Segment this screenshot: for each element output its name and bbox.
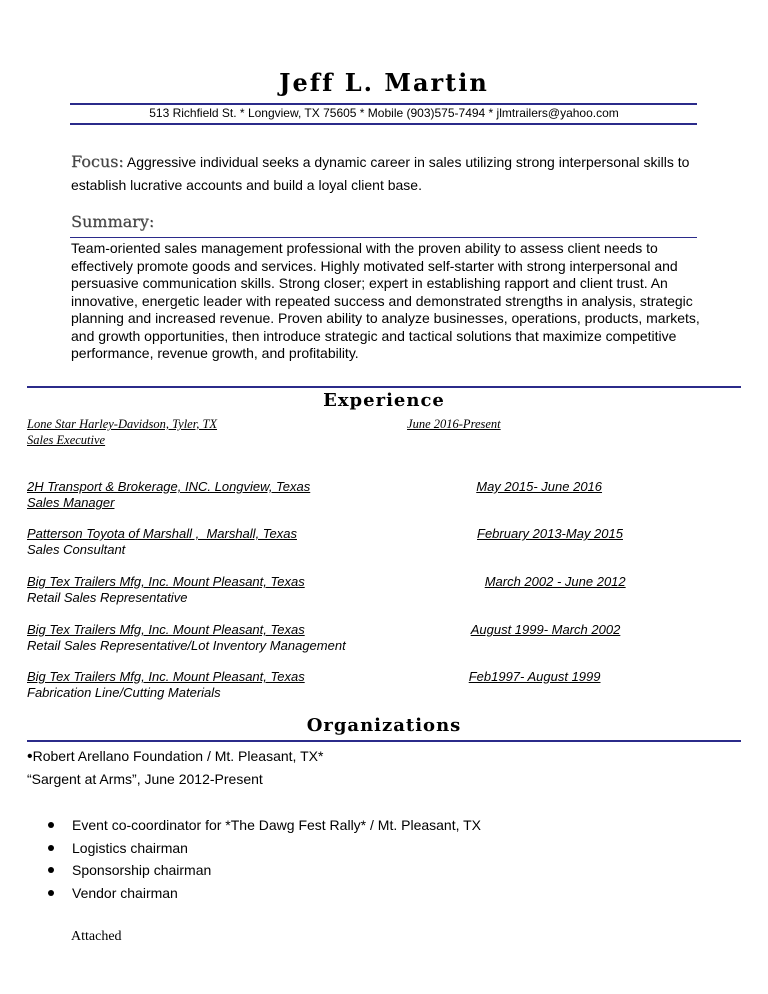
- contact-line: 513 Richfield St. * Longview, TX 75605 * Mobile (903)575-7494 * jlmtrailers@yahoo.com: [149, 106, 619, 120]
- job-entry: [27, 479, 747, 511]
- job-employer: Patterson Toyota of Marshall , Marshall, Texas: [27, 526, 297, 541]
- job-role: Sales Executive: [27, 433, 106, 447]
- list-item: [48, 814, 481, 837]
- job-employer: 2H Transport & Brokerage, INC. Longview, Texas: [27, 479, 311, 494]
- job-entry: [27, 416, 747, 448]
- job-employer: Big Tex Trailers Mfg, Inc. Mount Pleasant, Texas: [27, 669, 305, 684]
- list-item-text: Event co-coordinator for *The Dawg Fest Rally* / Mt. Pleasant, TX: [72, 817, 482, 833]
- job-dates: June 2016-Present: [407, 417, 501, 431]
- list-item: [48, 882, 481, 905]
- resume-name: Jeff L. Martin: [279, 68, 489, 97]
- job-entry: [27, 526, 747, 558]
- bullet-icon: [48, 822, 54, 828]
- attached-note: Attached: [71, 929, 122, 944]
- job-employer: Lone Star Harley-Davidson, Tyler, TX: [27, 417, 218, 431]
- org-duties-list: [48, 814, 481, 904]
- org-name: Robert Arellano Foundation / Mt. Pleasant, TX*: [32, 748, 324, 764]
- job-header: [27, 669, 747, 685]
- bullet-icon: [48, 845, 54, 851]
- job-entry: [27, 622, 747, 654]
- job-role: Sales Consultant: [27, 542, 126, 557]
- summary-label: Summary:: [71, 212, 155, 231]
- list-item: [48, 859, 481, 882]
- header-rule-top: [70, 103, 697, 105]
- job-entry: [27, 669, 747, 701]
- job-header: [27, 574, 747, 590]
- job-dates: March 2002 - June 2012: [484, 574, 626, 589]
- job-employer: Big Tex Trailers Mfg, Inc. Mount Pleasant, Texas: [27, 574, 305, 589]
- summary-rule: [70, 237, 697, 238]
- list-item-text: Vendor chairman: [72, 884, 178, 901]
- summary-text: Team-oriented sales management professional with the proven ability to assess client needs to effectively promote goods and services. Highly motivated self-starter with strong interpersonal and persuasive communication skills. Strong closer; expert in establishing rapport and client trust. An innovative, energetic leader with repeated success and demonstrated strengths in analysis, strategic planning and increased revenue. Proven ability to analyze businesses, operations, products, markets, and growth opportunities, then introduce strategic and tactical solutions that maximize competitive performance, revenue growth, and profitability.: [71, 240, 700, 361]
- job-header: [27, 526, 747, 542]
- job-role: Fabrication Line/Cutting Materials: [27, 685, 221, 700]
- bullet-icon: [48, 890, 54, 896]
- list-item-text: Sponsorship chairman: [72, 862, 212, 878]
- experience-title: Experience: [323, 390, 445, 411]
- focus-label: Focus:: [71, 152, 124, 171]
- job-entry: [27, 574, 747, 606]
- list-item: [48, 837, 481, 860]
- org-name-line: [27, 748, 323, 766]
- focus-section: [71, 150, 711, 197]
- organizations-title: Organizations: [306, 715, 462, 736]
- job-header: [27, 622, 747, 638]
- job-dates: February 2013-May 2015: [477, 526, 623, 541]
- job-role: Retail Sales Representative: [27, 590, 188, 605]
- list-item-text: Logistics chairman: [72, 839, 188, 856]
- focus-text: Aggressive individual seeks a dynamic career in sales utilizing strong interpersonal skills to establish lucrative accounts and build a loyal client base.: [71, 154, 690, 193]
- experience-rule: [27, 386, 741, 388]
- bullet-icon: [48, 867, 54, 873]
- organizations-rule: [27, 740, 741, 742]
- job-dates: May 2015- June 2016: [476, 479, 603, 494]
- bullet-icon: •: [27, 748, 33, 765]
- job-header: [27, 416, 747, 432]
- job-role: Sales Manager: [27, 495, 115, 510]
- job-employer: Big Tex Trailers Mfg, Inc. Mount Pleasant, Texas: [27, 622, 305, 637]
- job-dates: Feb1997- August 1999: [468, 669, 601, 684]
- job-header: [27, 479, 747, 495]
- org-position: “Sargent at Arms”, June 2012-Present: [27, 771, 263, 787]
- header-rule-bottom: [70, 123, 697, 125]
- job-dates: August 1999- March 2002: [470, 622, 621, 637]
- job-role: Retail Sales Representative/Lot Inventory Management: [27, 638, 346, 653]
